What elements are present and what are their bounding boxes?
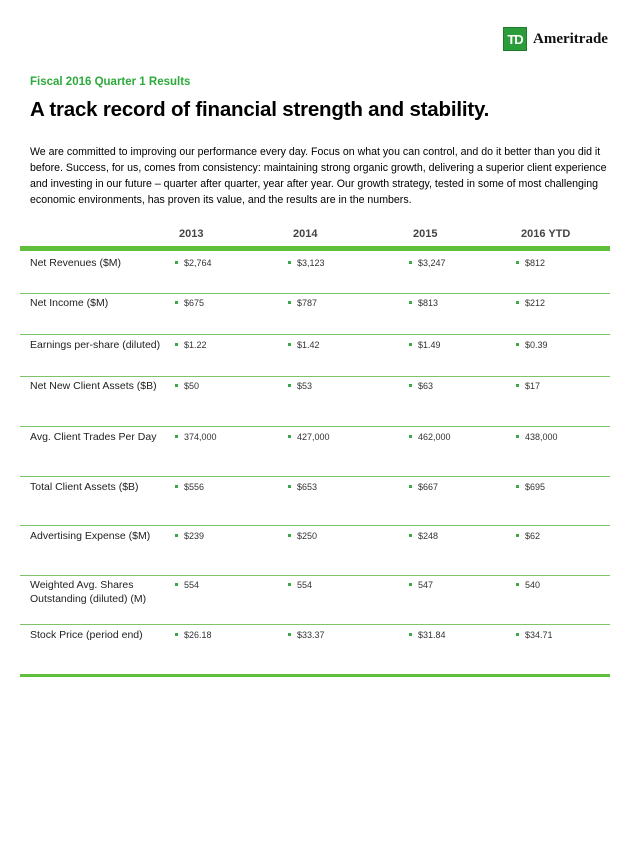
cell-value: $26.18 [184,630,212,640]
row-label: Net New Client Assets ($B) [30,380,157,392]
bullet-icon [409,633,412,636]
cell-value: 438,000 [525,432,558,442]
column-header-2014: 2014 [293,228,318,240]
table-cell [516,256,545,270]
cell-value: $33.37 [297,630,325,640]
table-cell [409,578,433,592]
bullet-icon [288,301,291,304]
report-kicker: Fiscal 2016 Quarter 1 Results [30,76,191,88]
table-cell [516,578,540,592]
table-cell [288,296,317,310]
table-cell [409,296,438,310]
cell-value: $695 [525,482,546,492]
row-divider [20,426,610,427]
bullet-icon [516,343,519,346]
bullet-icon [288,435,291,438]
bullet-icon [516,384,519,387]
column-header-2015: 2015 [413,228,438,240]
bullet-icon [409,583,412,586]
bullet-icon [175,261,178,264]
cell-value: $653 [297,482,318,492]
column-header-2016-ytd: 2016 YTD [521,228,571,240]
cell-value: 374,000 [184,432,217,442]
table-cell [175,578,199,592]
cell-value: $248 [418,531,439,541]
table-cell [516,338,548,352]
table-cell [175,379,199,393]
bullet-icon [409,301,412,304]
bullet-icon [516,261,519,264]
cell-value: 427,000 [297,432,330,442]
logo-wordmark: Ameritrade [533,30,608,47]
table-cell [409,379,433,393]
cell-value: $787 [297,298,318,308]
bullet-icon [516,435,519,438]
bullet-icon [175,343,178,346]
table-cell [175,480,204,494]
logo-mark: TD [503,27,527,51]
cell-value: 547 [418,580,434,590]
cell-value: $212 [525,298,546,308]
bullet-icon [288,343,291,346]
bullet-icon [175,384,178,387]
cell-value: $1.49 [418,340,441,350]
cell-value: $675 [184,298,205,308]
cell-value: $63 [418,381,434,391]
row-divider [20,376,610,377]
row-label: Advertising Expense ($M) [30,530,151,542]
footer-rule [20,674,610,677]
table-cell [175,296,204,310]
bullet-icon [175,435,178,438]
bullet-icon [288,485,291,488]
cell-value: $3,247 [418,258,446,268]
bullet-icon [175,485,178,488]
table-cell [288,379,312,393]
bullet-icon [409,485,412,488]
table-cell [409,529,438,543]
table-cell [409,256,446,270]
table-cell [175,338,207,352]
cell-value: 554 [297,580,313,590]
bullet-icon [175,583,178,586]
table-cell [175,430,217,444]
bullet-icon [288,583,291,586]
cell-value: 540 [525,580,541,590]
cell-value: $0.39 [525,340,548,350]
bullet-icon [516,633,519,636]
row-label: Avg. Client Trades Per Day [30,431,157,443]
bullet-icon [288,534,291,537]
table-cell [516,379,540,393]
bullet-icon [288,261,291,264]
column-header-2013: 2013 [179,228,204,240]
table-cell [516,628,553,642]
table-cell [288,578,312,592]
table-cell [175,256,212,270]
bullet-icon [409,261,412,264]
table-cell [516,296,545,310]
cell-value: 462,000 [418,432,451,442]
row-label: Total Client Assets ($B) [30,481,139,493]
page-title: A track record of financial strength and stability. [30,98,490,121]
td-ameritrade-logo [503,27,608,51]
bullet-icon [409,435,412,438]
cell-value: $1.22 [184,340,207,350]
table-cell [409,480,438,494]
table-cell [409,338,441,352]
table-cell [288,256,325,270]
cell-value: $813 [418,298,439,308]
table-header [0,228,640,244]
bullet-icon [516,485,519,488]
bullet-icon [409,343,412,346]
cell-value: $239 [184,531,205,541]
row-label: Net Income ($M) [30,297,109,309]
cell-value: $1.42 [297,340,320,350]
row-label: Stock Price (period end) [30,629,143,641]
table-cell [409,628,446,642]
table-cell [409,430,451,444]
row-divider [20,525,610,526]
table-cell [516,529,540,543]
table-cell [175,529,204,543]
cell-value: $556 [184,482,205,492]
cell-value: $31.84 [418,630,446,640]
row-divider [20,575,610,576]
cell-value: 554 [184,580,200,590]
cell-value: $812 [525,258,546,268]
cell-value: $667 [418,482,439,492]
cell-value: $53 [297,381,313,391]
cell-value: $250 [297,531,318,541]
bullet-icon [175,633,178,636]
row-divider [20,293,610,294]
cell-value: $17 [525,381,541,391]
header-rule [20,246,610,251]
cell-value: $3,123 [297,258,325,268]
bullet-icon [288,384,291,387]
cell-value: $34.71 [525,630,553,640]
row-divider [20,476,610,477]
bullet-icon [409,534,412,537]
table-cell [175,628,212,642]
cell-value: $50 [184,381,200,391]
bullet-icon [175,534,178,537]
table-cell [288,480,317,494]
bullet-icon [175,301,178,304]
table-cell [288,529,317,543]
bullet-icon [288,633,291,636]
cell-value: $2,764 [184,258,212,268]
intro-paragraph: We are committed to improving our performance every day. Focus on what you can control, and do it better than you did it before. Success, for us, comes from consistency: maintaining strong organic growth, delivering a superior client experience and investing in our future – quarter after quarter, year after year. Our growth strategy, tested in some of most challenging economic environments, has proven its value, and the results are in the numbers. [30,146,607,206]
bullet-icon [516,301,519,304]
table-cell [516,480,545,494]
table-cell [288,628,325,642]
row-label: Net Revenues ($M) [30,257,122,269]
table-cell [288,338,320,352]
row-label: Weighted Avg. Shares Outstanding (diluted) (M) [30,579,147,605]
bullet-icon [516,583,519,586]
bullet-icon [516,534,519,537]
table-cell [288,430,330,444]
cell-value: $62 [525,531,541,541]
row-divider [20,624,610,625]
table-cell [516,430,558,444]
bullet-icon [409,384,412,387]
row-label: Earnings per-share (diluted) [30,339,161,351]
row-divider [20,334,610,335]
